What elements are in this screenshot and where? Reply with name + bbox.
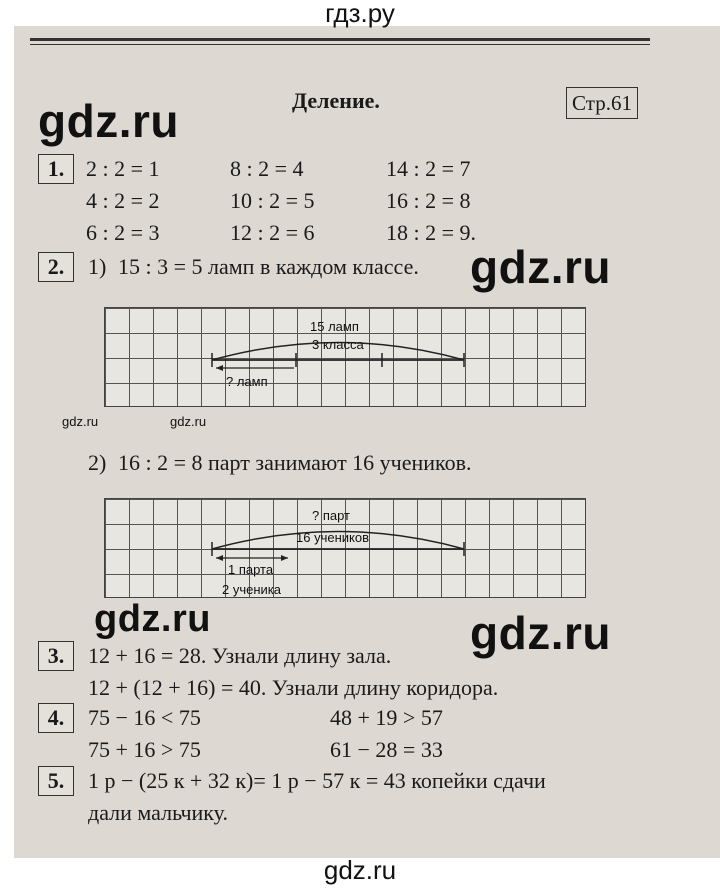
task4-cell: 75 − 16 < 75 [88,705,201,730]
task4-cell: 61 − 28 = 33 [330,737,443,762]
segment-diagram-1 [104,307,586,407]
diagram2-top-label: ? парт [312,508,351,523]
site-label-bottom[interactable]: gdz.ru [323,855,397,885]
watermark: gdz.ru [94,598,211,640]
task1-cell: 16 : 2 = 8 [386,188,471,213]
page-title: Деление. [292,88,380,113]
task-number-3: 3. [38,641,74,671]
watermark-small: gdz.ru [62,414,99,429]
task5-line: 1 р − (25 к + 32 к)= 1 р − 57 к = 43 копейки сдачи [88,768,546,793]
page-reference-badge: Стр.61 [566,87,638,119]
task1-cell: 12 : 2 = 6 [230,220,315,245]
top-rule-thin [30,44,650,45]
watermark: gdz.ru [38,95,179,147]
watermark: gdz.ru [470,241,611,293]
task1-cell: 2 : 2 = 1 [86,156,160,181]
watermark-small: gdz.ru [170,414,207,429]
diagram1-mid-label: 3 класса [312,337,364,352]
task1-cell: 10 : 2 = 5 [230,188,315,213]
task1-cell: 6 : 2 = 3 [86,220,160,245]
page-background [14,26,720,858]
task1-cell: 14 : 2 = 7 [386,156,471,181]
watermark: gdz.ru [470,607,611,659]
task-number-2: 2. [38,252,74,282]
task4-cell: 75 + 16 > 75 [88,737,201,762]
diagram1-bottom-label: ? ламп [226,374,268,389]
task2-part2-text: 16 : 2 = 8 парт занимают 16 учеников. [118,450,472,475]
diagram2-mid-label: 16 учеников [296,530,369,545]
task-number-1: 1. [38,154,74,184]
top-rule [30,38,650,41]
diagram1-top-label: 15 ламп [310,319,359,334]
task1-cell: 18 : 2 = 9. [386,220,477,245]
task-number-4: 4. [38,703,74,733]
task3-line: 12 + (12 + 16) = 40. Узнали длину коридора. [88,675,499,700]
site-label-top[interactable]: гдз.ру [325,0,395,28]
task1-cell: 8 : 2 = 4 [230,156,304,181]
task2-part2-label: 2) [88,450,107,475]
task-number-5: 5. [38,766,74,796]
task2-part1-label: 1) [88,254,107,279]
task3-line: 12 + 16 = 28. Узнали длину зала. [88,643,392,668]
task4-cell: 48 + 19 > 57 [330,705,443,730]
task1-cell: 4 : 2 = 2 [86,188,160,213]
diagram2-bottom-label: 1 парта [228,562,274,577]
diagram2-bottom-label-2: 2 ученика [222,582,281,597]
task2-part1-text: 15 : 3 = 5 ламп в каждом классе. [118,254,419,279]
segment-diagram-2 [104,498,586,598]
task5-line: дали мальчику. [88,800,228,825]
